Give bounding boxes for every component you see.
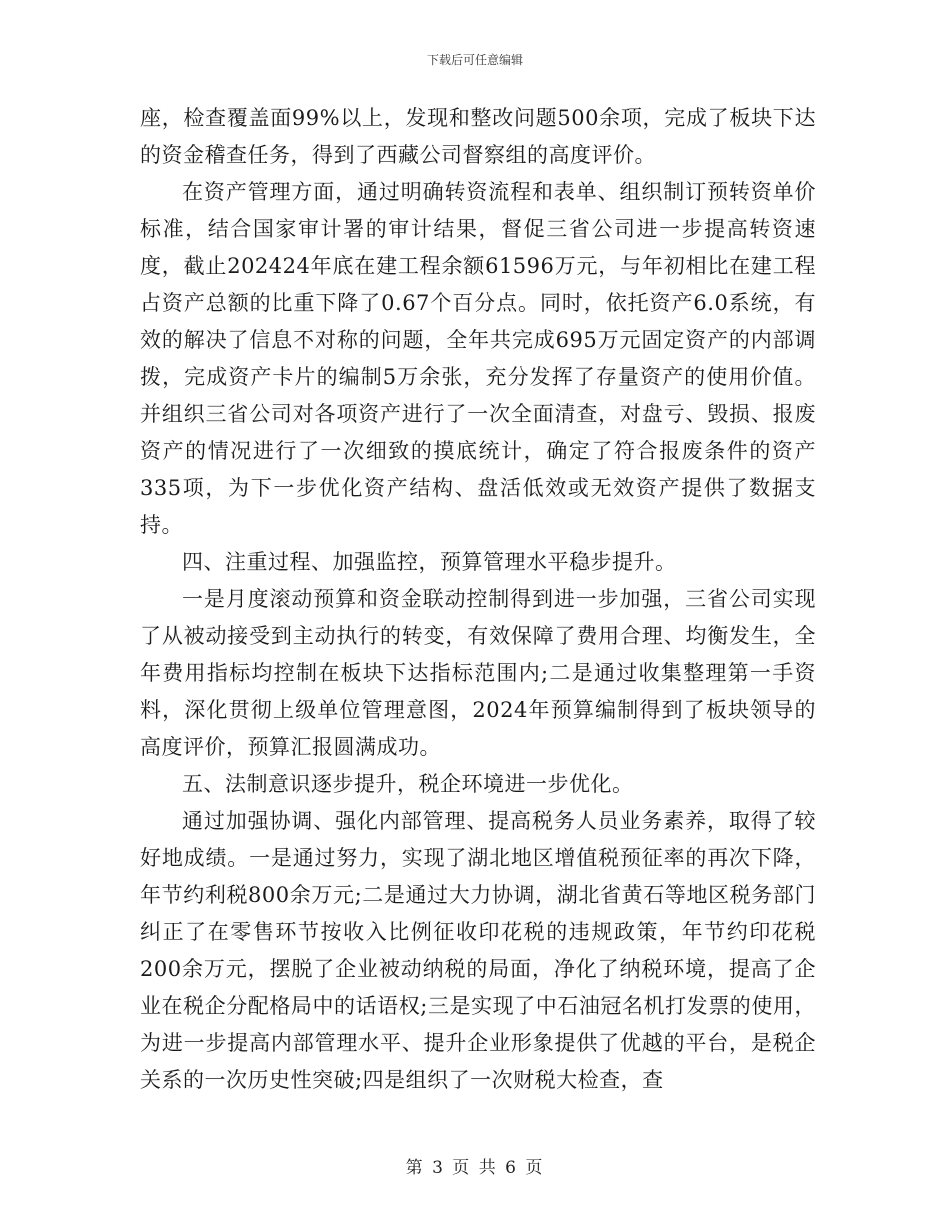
paragraph: 座，检查覆盖面99%以上，发现和整改问题500余项，完成了板块下达的资金稽查任务，得到了西藏公司督察组的高度评价。 (140, 106, 816, 167)
page-footer: 第 3 页 共 6 页 (405, 1158, 545, 1178)
paragraph: 一是月度滚动预算和资金联动控制得到进一步加强，三省公司实现了从被动接受到主动执行的转变，有效保障了费用合理、均衡发生，全年费用指标均控制在板块下达指标范围内;二是通过收集整理第一手资料，深化贯彻上级单位管理意图，2024年预算编制得到了板块领导的高度评价，预算汇报圆满成功。 (140, 587, 816, 759)
section-heading: 五、法制意识逐步提升，税企环境进一步优化。 (182, 772, 634, 796)
document-body (140, 100, 816, 1099)
page-header: 下载后可任意编辑 (426, 53, 523, 67)
paragraph: 通过加强协调、强化内部管理、提高税务人员业务素养，取得了较好地成绩。一是通过努力，实现了湖北地区增值税预征率的再次下降，年节约利税800余万元;二是通过大力协调，湖北省黄石等地区税务部门纠正了在零售环节按收入比例征收印花税的违规政策，年节约印花税200余万元，摆脱了企业被动纳税的局面，净化了纳税环境，提高了企业在税企分配格局中的话语权;三是实现了中石油冠名机打发票的使用，为进一步提高内部管理水平、提升企业形象提供了优越的平台，是税企关系的一次历史性突破;四是组织了一次财税大检查，查 (140, 809, 816, 1092)
section-heading: 四、注重过程、加强监控，预算管理水平稳步提升。 (182, 550, 677, 574)
paragraph: 在资产管理方面，通过明确转资流程和表单、组织制订预转资单价标准，结合国家审计署的审计结果，督促三省公司进一步提高转资速度，截止202424年底在建工程余额61596万元，与年初相比在建工程占资产总额的比重下降了0.67个百分点。同时，依托资产6.0系统，有效的解决了信息不对称的问题，全年共完成695万元固定资产的内部调拨，完成资产卡片的编制5万余张，充分发挥了存量资产的使用价值。并组织三省公司对各项资产进行了一次全面清查，对盘亏、毁损、报废资产的情况进行了一次细致的摸底统计，确定了符合报废条件的资产335项，为下一步优化资产结构、盘活低效或无效资产提供了数据支持。 (140, 180, 816, 537)
